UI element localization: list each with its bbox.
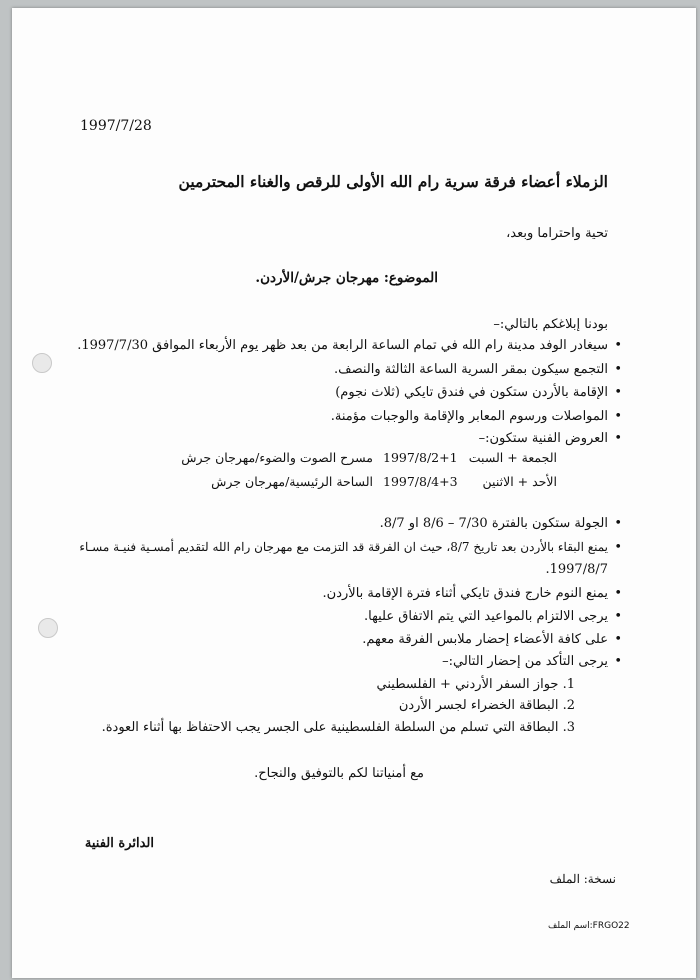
bullet-bring-items: يرجى التأكد من إحضار التالي:– •	[442, 654, 608, 669]
bullet-transport: المواصلات ورسوم المعابر والإقامة والوجبات مؤمنة. •	[331, 409, 608, 424]
subject-line: الموضوع: مهرجان جرش/الأردن.	[255, 270, 438, 286]
greeting: تحية واحتراما وبعد،	[506, 226, 608, 241]
file-code: اسم الملف:FRGO22	[548, 921, 630, 931]
punch-hole-bottom	[38, 618, 58, 638]
schedule-days: الأحد + الاثنين	[482, 474, 557, 489]
letter-page	[12, 8, 696, 978]
schedule-days: الجمعة + السبت	[468, 450, 557, 465]
punch-hole-top	[32, 353, 52, 373]
copy-note: نسخة: الملف	[549, 872, 616, 886]
letter-addressee: الزملاء أعضاء فرقة سرية رام الله الأولى للرقص والغناء المحترمين	[178, 172, 608, 191]
schedule-venue: مسرح الصوت والضوء/مهرجان جرش	[181, 450, 373, 465]
bullet-accommodation: الإقامة بالأردن ستكون في فندق تايكي (ثلاث نجوم) •	[335, 385, 608, 400]
document-item: 1. جواز السفر الأردني + الفلسطيني	[376, 677, 575, 692]
intro-line: بودنا إبلاغكم بالتالي:–	[493, 317, 608, 332]
stay-restriction-date: 1997/8/7.	[545, 562, 608, 577]
bullet-stay-restriction: يمنع البقاء بالأردن بعد تاريخ 8/7، حيث ان الفرقة قد التزمت مع مهرجان رام الله لتقديم أمسـية فنيـة مسـاء •	[79, 540, 608, 554]
bullet-tour-period: الجولة ستكون بالفترة 7/30 – 8/6 او 8/7. •	[380, 516, 608, 531]
schedule-dates: 1997/8/4+3	[383, 474, 458, 489]
schedule-dates: 1997/8/2+1	[383, 450, 458, 465]
bullet-gathering: التجمع سيكون بمقر السرية الساعة الثالثة والنصف. •	[334, 362, 608, 377]
bullet-no-sleeping-out: يمنع النوم خارج فندق تايكي أثناء فترة الإقامة بالأردن. •	[323, 586, 608, 601]
document-item: 3. البطاقة التي تسلم من السلطة الفلسطينية على الجسر يجب الاحتفاظ بها أثناء العودة.	[101, 720, 575, 735]
bullet-departure: سيغادر الوفد مدينة رام الله في تمام الساعة الرابعة من بعد ظهر يوم الأربعاء الموافق 1997/7/30. •	[77, 338, 608, 353]
signature-department: الدائرة الفنية	[84, 836, 154, 851]
letter-date: 1997/7/28	[80, 118, 152, 134]
closing-wishes: مع أمنياتنا لكم بالتوفيق والنجاح.	[254, 766, 424, 781]
bullet-punctuality: يرجى الالتزام بالمواعيد التي يتم الاتفاق عليها. •	[364, 609, 608, 624]
document-item: 2. البطاقة الخضراء لجسر الأردن	[398, 698, 575, 713]
schedule-venue: الساحة الرئيسية/مهرجان جرش	[211, 474, 373, 489]
bullet-costumes: على كافة الأعضاء إحضار ملابس الفرقة معهم. •	[362, 632, 608, 647]
bullet-performances: العروض الفنية ستكون:– •	[479, 431, 608, 446]
